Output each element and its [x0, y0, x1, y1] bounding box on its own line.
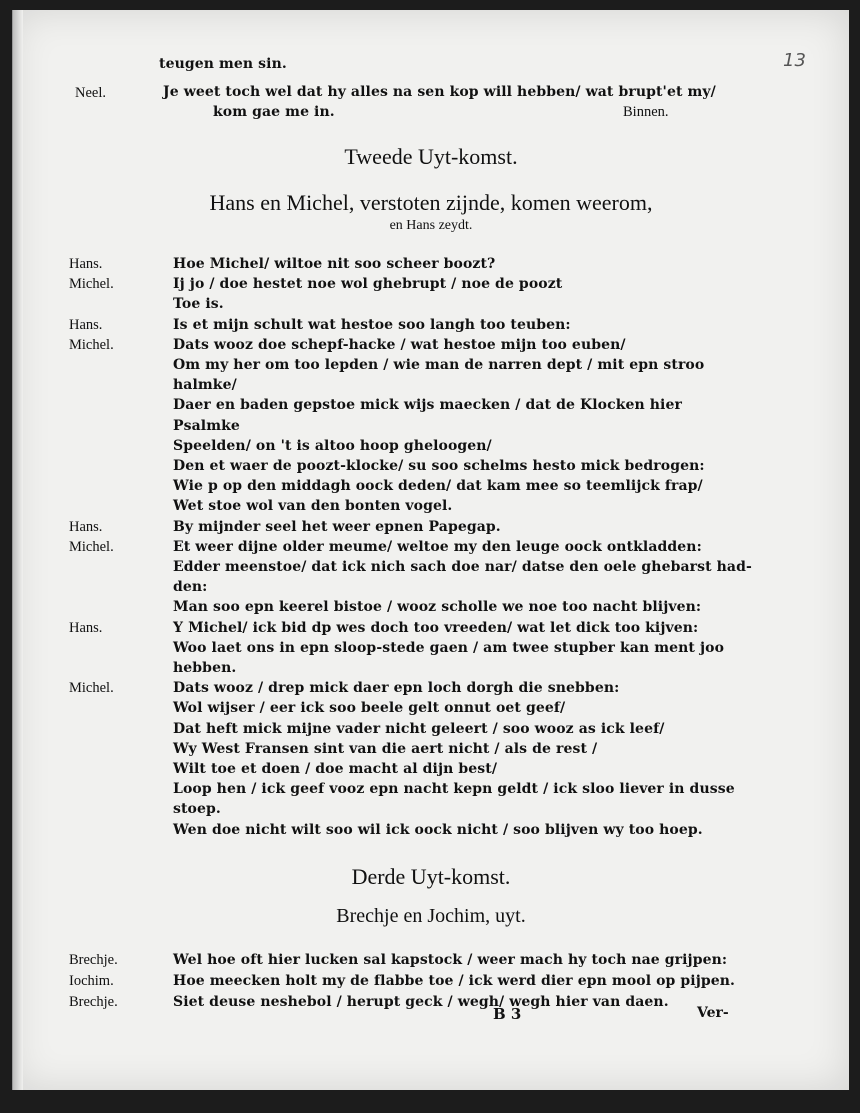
- page-spine-shadow: [13, 10, 23, 1090]
- neel-line-2: kom gae me in.: [213, 104, 335, 120]
- dialogue-line: hebben.: [173, 660, 237, 676]
- speaker-label: Michel.: [69, 538, 114, 555]
- speaker-label: Hans.: [69, 256, 103, 272]
- neel-line-1: Je weet toch wel dat hy alles na sen kop will hebben/ wat brupt'et my/: [163, 84, 716, 100]
- stage-direction-binnen: Binnen.: [623, 104, 669, 120]
- dialogue-line: Wol wijser / eer ick soo beele gelt onnut oet geef/: [173, 700, 566, 717]
- speaker-label: Michel.: [69, 680, 114, 697]
- dialogue-line: Et weer dijne older meume/ weltoe my den leuge oock ontkladden:: [173, 538, 702, 555]
- speaker-label: Iochim.: [69, 973, 114, 989]
- speaker-label: Brechje.: [69, 952, 118, 968]
- dialogue-line: Siet deuse neshebol / herupt geck / wegh/ wegh hier van daen.: [173, 994, 669, 1010]
- book-page: [12, 10, 849, 1090]
- catchword: Ver-: [697, 1005, 729, 1021]
- dialogue-line: Ij jo / doe hestet noe wol ghebrupt / noe de poozt: [173, 276, 563, 293]
- dialogue-line: Hoe meecken holt my de flabbe toe / ick werd dier epn mool op pijpen.: [173, 973, 736, 989]
- dialogue-line: Edder meenstoe/ dat ick nich sach doe nar/ datse den oele ghebarst had-: [173, 559, 752, 575]
- dialogue-line: Daer en baden gepstoe mick wijs maecken / dat de Klocken hier: [173, 397, 682, 414]
- dialogue-line: Wet stoe wol van den bonten vogel.: [173, 498, 453, 515]
- dialogue-line: Wilt toe et doen / doe macht al dijn best/: [173, 761, 498, 777]
- dialogue-line: Om my her om too lepden / wie man de narren dept / mit epn stroo: [173, 357, 705, 373]
- scene-heading-hans-michel: Hans en Michel, verstoten zijnde, komen weerom,: [209, 190, 653, 215]
- dialogue-line: Dat heft mick mijne vader nicht geleert / soo wooz as ick leef/: [173, 720, 665, 737]
- scene-subheading: en Hans zeydt.: [389, 218, 473, 233]
- dialogue-line: halmke/: [173, 377, 237, 394]
- dialogue-line: Man soo epn keerel bistoe / wooz scholle we noe too nacht blijven:: [173, 599, 702, 616]
- dialogue-line: Hoe Michel/ wiltoe nit soo scheer boozt?: [173, 256, 496, 272]
- scene-title-tweede: Tweede Uyt-komst.: [344, 144, 518, 169]
- scene-heading-brechje-jochim: Brechje en Jochim, uyt.: [336, 905, 526, 927]
- dialogue-line: Wy West Fransen sint van die aert nicht / als de rest /: [173, 740, 598, 757]
- dialogue-line: Is et mijn schult wat hestoe soo langh too teuben:: [173, 316, 571, 333]
- dialogue-line: Dats wooz / drep mick daer epn loch dorgh die snebben:: [173, 680, 620, 697]
- dialogue-line: den:: [173, 579, 208, 596]
- dialogue-line: Den et waer de poozt-klocke/ su soo schelms hesto mick bedrogen:: [173, 458, 705, 474]
- speaker-label: Hans.: [69, 619, 103, 636]
- dialogue-line: Loop hen / ick geef vooz epn nacht kepn geldt / ick sloo liever in dusse: [173, 781, 735, 798]
- dialogue-line: Wen doe nicht wilt soo wil ick oock nicht / soo blijven wy too hoep.: [173, 821, 703, 838]
- dialogue-line: Wie p op den middagh oock deden/ dat kam mee so teemlijck frap/: [173, 478, 703, 495]
- speaker-neel: Neel.: [75, 85, 106, 101]
- speaker-label: Brechje.: [69, 994, 118, 1010]
- dialogue-line: Dats wooz doe schepf-hacke / wat hestoe mijn too euben/: [173, 336, 626, 353]
- dialogue-line: Toe is.: [173, 296, 224, 313]
- dialogue-line: Wel hoe oft hier lucken sal kapstock / weer mach hy toch nae grijpen:: [173, 952, 728, 968]
- dialogue-line: By mijnder seel het weer epnen Papegap.: [173, 518, 501, 535]
- speaker-label: Hans.: [69, 518, 103, 535]
- dialogue-line: Psalmke: [173, 417, 240, 434]
- dialogue-line: stoep.: [173, 801, 221, 818]
- speaker-label: Hans.: [69, 316, 103, 333]
- continuation-line: teugen men sin.: [159, 56, 287, 72]
- scene-title-derde: Derde Uyt-komst.: [351, 864, 511, 889]
- dialogue-line: Woo laet ons in epn sloop-stede gaen / am twee stupber kan ment joo: [173, 639, 725, 656]
- dialogue-line: Speelden/ on 't is altoo hoop gheloogen/: [173, 437, 492, 454]
- speaker-label: Michel.: [69, 336, 114, 353]
- dialogue-line: Y Michel/ ick bid dp wes doch too vreeden/ wat let dick too kijven:: [173, 619, 699, 636]
- signature-mark: B 3: [493, 1005, 522, 1023]
- pencil-page-number: 13: [783, 50, 806, 71]
- speaker-label: Michel.: [69, 276, 114, 293]
